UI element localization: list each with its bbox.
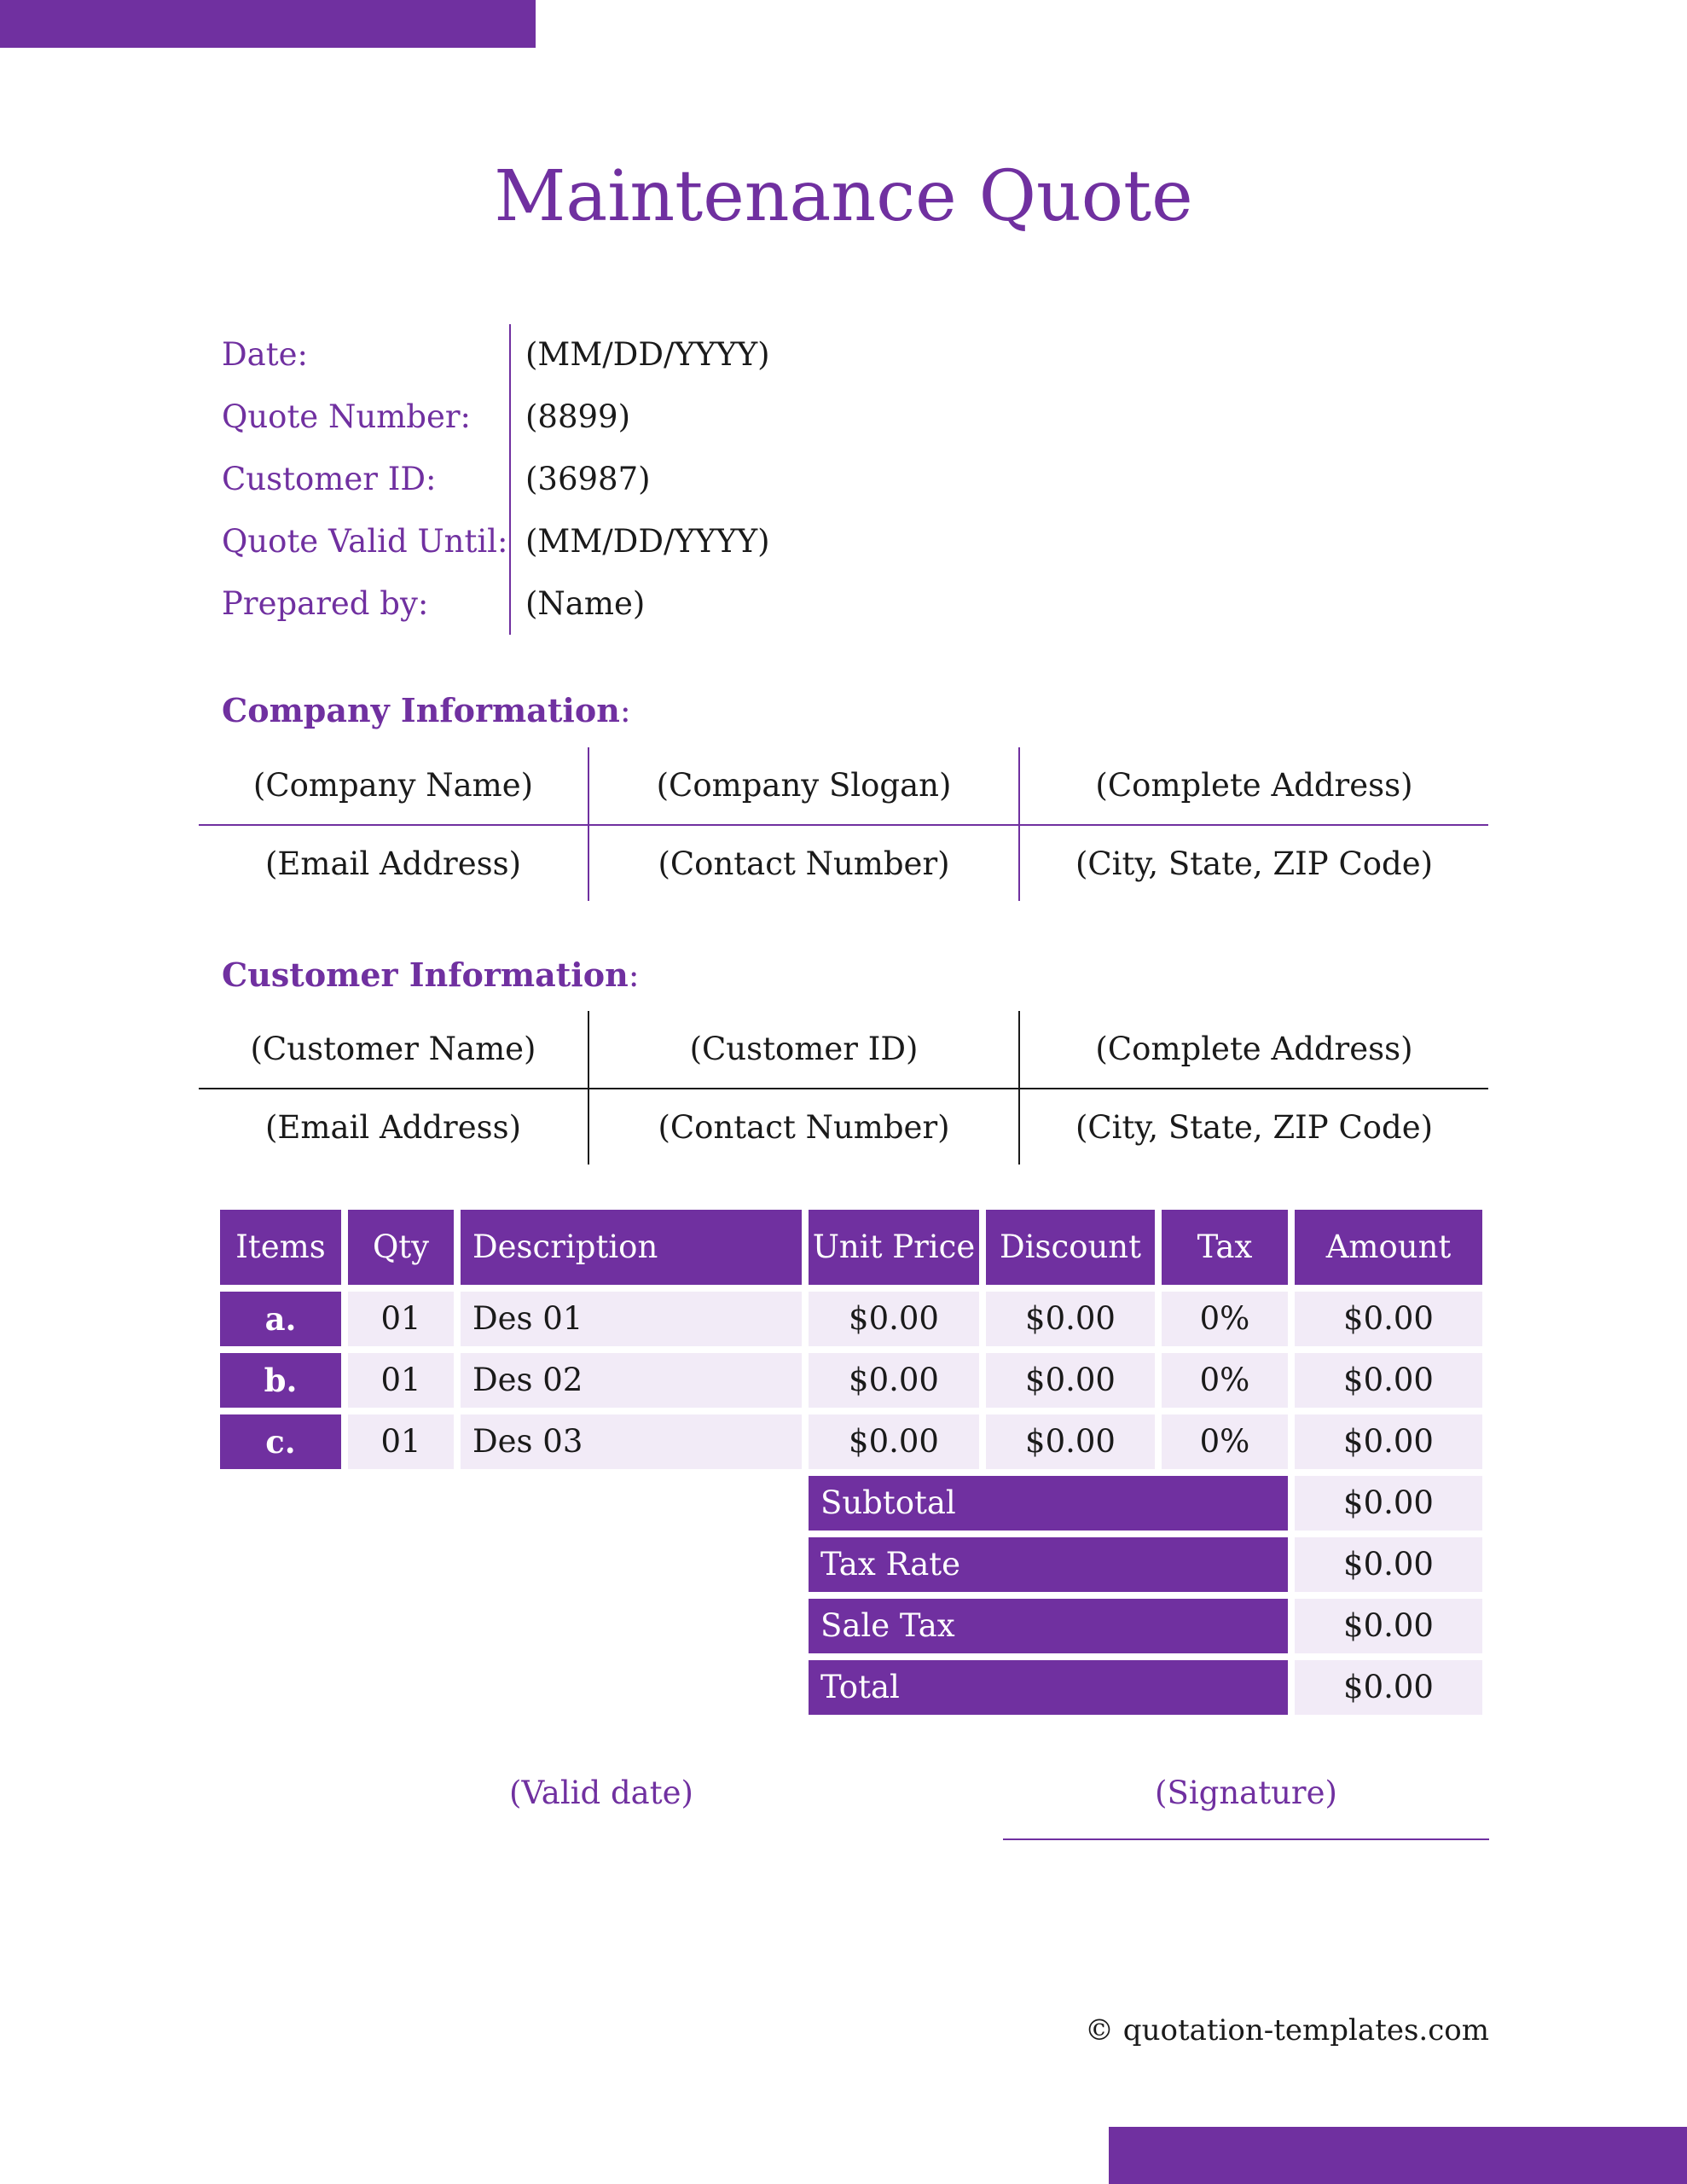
row-unit-price: $0.00 [809, 1414, 979, 1469]
row-qty: 01 [348, 1292, 454, 1346]
header-description: Description [461, 1210, 802, 1285]
company-email: (Email Address) [264, 845, 522, 882]
heading-colon: : [619, 692, 631, 729]
company-name: (Company Name) [252, 767, 534, 804]
info-value: (36987) [525, 461, 651, 497]
company-contact: (Contact Number) [658, 845, 950, 882]
row-tax: 0% [1162, 1292, 1288, 1346]
company-info-grid [199, 747, 1488, 901]
row-unit-price: $0.00 [809, 1292, 979, 1346]
customer-info-grid [199, 1011, 1488, 1165]
valid-date: (Valid date) [509, 1774, 693, 1811]
top-accent-bar [0, 0, 536, 48]
header-qty: Qty [348, 1210, 454, 1285]
row-description: Des 02 [461, 1353, 802, 1408]
signature-label: (Signature) [1155, 1774, 1337, 1811]
page-title: Maintenance Quote [494, 156, 1193, 237]
info-value: (MM/DD/YYYY) [525, 523, 770, 560]
row-amount: $0.00 [1295, 1353, 1482, 1408]
header-amount: Amount [1295, 1210, 1482, 1285]
company-info-title: Company Information [222, 691, 620, 729]
subtotal-label: Subtotal [809, 1476, 1288, 1531]
row-description: Des 03 [461, 1414, 802, 1469]
row-qty: 01 [348, 1414, 454, 1469]
row-discount: $0.00 [986, 1353, 1155, 1408]
customer-id: (Customer ID) [689, 1031, 919, 1067]
info-label: Prepared by: [222, 585, 429, 622]
subtotal-value: $0.00 [1295, 1476, 1482, 1531]
sale-tax-label: Sale Tax [809, 1599, 1288, 1653]
customer-info-title: Customer Information [222, 956, 629, 994]
company-slogan: (Company Slogan) [656, 767, 952, 804]
row-tax: 0% [1162, 1414, 1288, 1469]
company-city: (City, State, ZIP Code) [1075, 845, 1434, 882]
row-unit-price: $0.00 [809, 1353, 979, 1408]
customer-name: (Customer Name) [250, 1031, 536, 1067]
total-label: Total [809, 1660, 1288, 1715]
customer-contact: (Contact Number) [658, 1109, 950, 1146]
bottom-accent-bar [1109, 2127, 1687, 2184]
info-divider [509, 324, 511, 635]
header-unit-price: Unit Price [809, 1210, 979, 1285]
heading-colon: : [628, 956, 640, 994]
row-item: c. [220, 1414, 341, 1469]
row-discount: $0.00 [986, 1292, 1155, 1346]
row-item: a. [220, 1292, 341, 1346]
customer-email: (Email Address) [264, 1109, 522, 1146]
customer-info-heading [222, 956, 640, 994]
row-amount: $0.00 [1295, 1292, 1482, 1346]
tax-rate-label: Tax Rate [809, 1537, 1288, 1592]
copyright: © quotation-templates.com [1085, 2013, 1489, 2048]
total-value: $0.00 [1295, 1660, 1482, 1715]
row-qty: 01 [348, 1353, 454, 1408]
company-info-heading [222, 691, 631, 729]
row-discount: $0.00 [986, 1414, 1155, 1469]
header-items: Items [220, 1210, 341, 1285]
header-tax: Tax [1162, 1210, 1288, 1285]
header-discount: Discount [986, 1210, 1155, 1285]
info-value: (MM/DD/YYYY) [525, 336, 770, 373]
info-label: Quote Valid Until: [222, 523, 508, 560]
sale-tax-value: $0.00 [1295, 1599, 1482, 1653]
customer-address: (Complete Address) [1095, 1031, 1413, 1067]
info-label: Quote Number: [222, 398, 471, 435]
tax-rate-value: $0.00 [1295, 1537, 1482, 1592]
info-label: Date: [222, 336, 308, 373]
row-amount: $0.00 [1295, 1414, 1482, 1469]
row-description: Des 01 [461, 1292, 802, 1346]
row-tax: 0% [1162, 1353, 1288, 1408]
customer-city: (City, State, ZIP Code) [1075, 1109, 1434, 1146]
info-value: (8899) [525, 398, 631, 435]
info-label: Customer ID: [222, 461, 437, 497]
company-address: (Complete Address) [1095, 767, 1413, 804]
row-item: b. [220, 1353, 341, 1408]
info-value: (Name) [525, 585, 646, 622]
signature-line [1003, 1838, 1489, 1840]
